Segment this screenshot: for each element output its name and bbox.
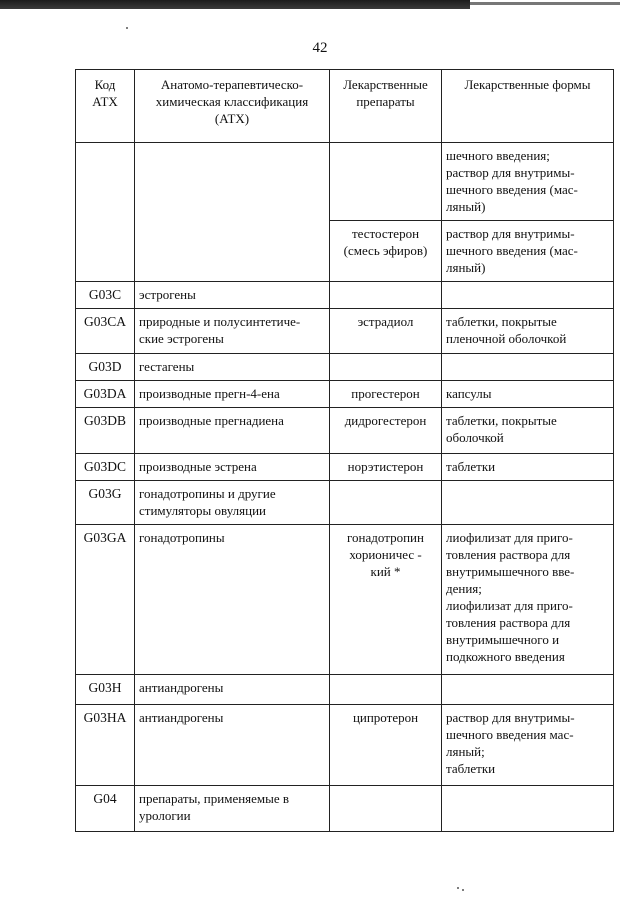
cell-classification: производные прегн-4-ена bbox=[135, 381, 330, 408]
cell-dosage-form: лиофилизат для приго- товления раствора для внутримышечного вве- дения; лиофилизат для приго- товления раствора для внутримышечного и подкожного введения bbox=[442, 525, 614, 675]
cell-drug bbox=[330, 282, 442, 309]
table-row bbox=[76, 143, 614, 221]
table-row bbox=[76, 525, 614, 675]
header-atc-code: Код АТХ bbox=[76, 70, 135, 143]
table-row bbox=[76, 675, 614, 705]
cell-dosage-form bbox=[442, 282, 614, 309]
table-row bbox=[76, 786, 614, 832]
cell-atc-code: G03D bbox=[76, 354, 135, 381]
cell-atc-code bbox=[76, 143, 135, 282]
cell-atc-code: G03DC bbox=[76, 454, 135, 481]
cell-dosage-form bbox=[442, 675, 614, 705]
scan-speck bbox=[462, 889, 464, 891]
table-row bbox=[76, 354, 614, 381]
table-row bbox=[76, 282, 614, 309]
cell-classification: антиандрогены bbox=[135, 675, 330, 705]
cell-dosage-form: капсулы bbox=[442, 381, 614, 408]
cell-atc-code: G03DB bbox=[76, 408, 135, 454]
cell-atc-code: G03G bbox=[76, 481, 135, 525]
header-dosage-forms: Лекарственные формы bbox=[442, 70, 614, 143]
cell-classification: гонадотропины и другие стимуляторы овуляции bbox=[135, 481, 330, 525]
cell-classification bbox=[135, 143, 330, 282]
cell-classification: производные прегнадиена bbox=[135, 408, 330, 454]
atc-table bbox=[75, 69, 614, 832]
page-number: 42 bbox=[312, 40, 328, 56]
cell-drug: тестостерон (смесь эфиров) bbox=[330, 221, 442, 282]
table-header-row bbox=[76, 70, 614, 143]
cell-drug: дидрогестерон bbox=[330, 408, 442, 454]
header-drugs: Лекарственные препараты bbox=[330, 70, 442, 143]
cell-atc-code: G03HA bbox=[76, 705, 135, 786]
table-row bbox=[76, 454, 614, 481]
header-atc-classification: Анатомо-терапевтическо- химическая классификация (АТХ) bbox=[135, 70, 330, 143]
cell-dosage-form bbox=[442, 481, 614, 525]
cell-atc-code: G04 bbox=[76, 786, 135, 832]
table-row bbox=[76, 481, 614, 525]
cell-atc-code: G03DA bbox=[76, 381, 135, 408]
scan-edge-artifact-fade bbox=[470, 2, 620, 5]
cell-dosage-form: таблетки, покрытые оболочкой bbox=[442, 408, 614, 454]
cell-dosage-form: шечного введения; раствор для внутримы- шечного введения (мас- ляный) bbox=[442, 143, 614, 221]
cell-drug: эстрадиол bbox=[330, 309, 442, 354]
cell-dosage-form: раствор для внутримы- шечного введения (мас- ляный) bbox=[442, 221, 614, 282]
cell-drug: норэтистерон bbox=[330, 454, 442, 481]
table-row bbox=[76, 381, 614, 408]
scan-edge-artifact bbox=[0, 0, 470, 9]
cell-drug bbox=[330, 354, 442, 381]
cell-classification: гонадотропины bbox=[135, 525, 330, 675]
cell-classification: препараты, применяемые в урологии bbox=[135, 786, 330, 832]
table-row bbox=[76, 408, 614, 454]
cell-dosage-form bbox=[442, 786, 614, 832]
cell-atc-code: G03C bbox=[76, 282, 135, 309]
cell-atc-code: G03GA bbox=[76, 525, 135, 675]
table-row bbox=[76, 309, 614, 354]
cell-classification: антиандрогены bbox=[135, 705, 330, 786]
cell-atc-code: G03CA bbox=[76, 309, 135, 354]
cell-drug: прогестерон bbox=[330, 381, 442, 408]
cell-dosage-form: таблетки, покрытые пленочной оболочкой bbox=[442, 309, 614, 354]
cell-classification: гестагены bbox=[135, 354, 330, 381]
cell-atc-code: G03H bbox=[76, 675, 135, 705]
scan-speck bbox=[457, 887, 459, 889]
cell-drug bbox=[330, 675, 442, 705]
cell-classification: эстрогены bbox=[135, 282, 330, 309]
cell-drug bbox=[330, 786, 442, 832]
cell-dosage-form bbox=[442, 354, 614, 381]
cell-dosage-form: таблетки bbox=[442, 454, 614, 481]
cell-drug bbox=[330, 481, 442, 525]
cell-dosage-form: раствор для внутримы- шечного введения мас- ляный; таблетки bbox=[442, 705, 614, 786]
scan-speck bbox=[126, 27, 128, 29]
table-row bbox=[76, 705, 614, 786]
cell-classification: производные эстрена bbox=[135, 454, 330, 481]
cell-classification: природные и полусинтетиче- ские эстрогены bbox=[135, 309, 330, 354]
cell-drug: гонадотропин хорионичес - кий * bbox=[330, 525, 442, 675]
cell-drug bbox=[330, 143, 442, 221]
cell-drug: ципротерон bbox=[330, 705, 442, 786]
